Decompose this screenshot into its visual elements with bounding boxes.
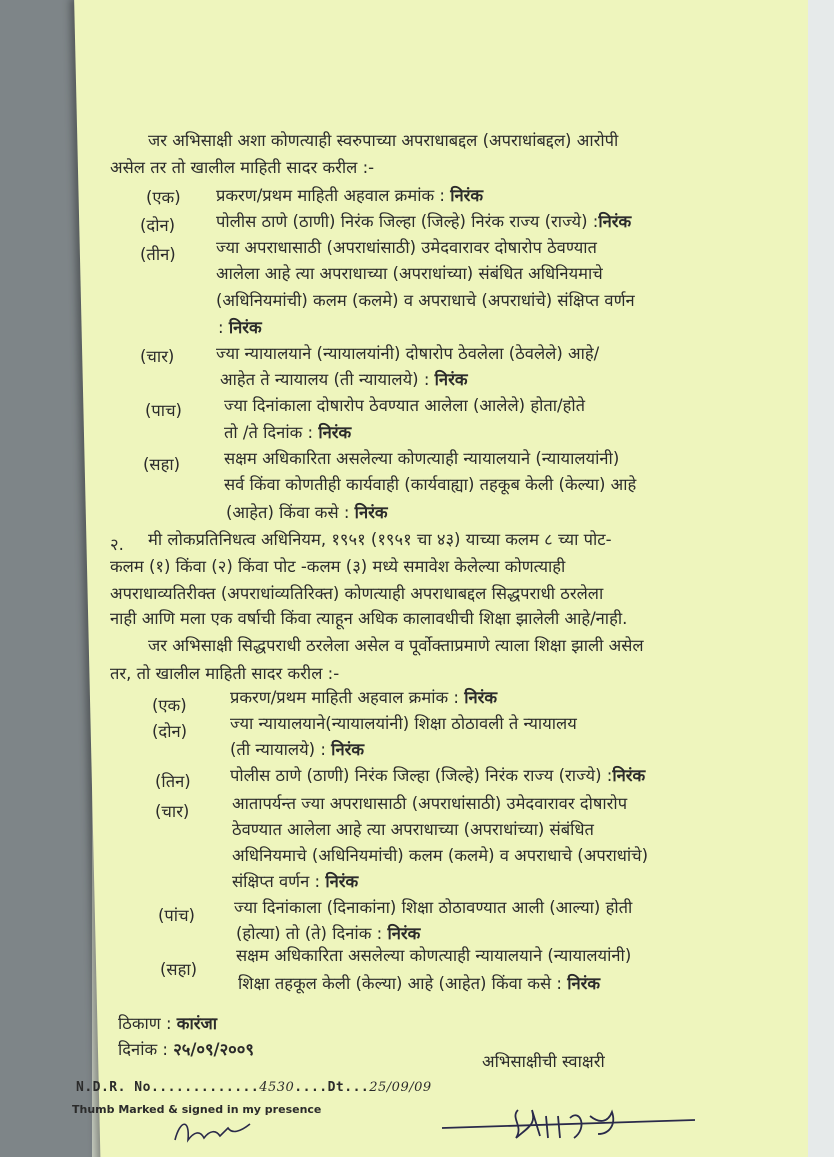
s1-item-3-num: (तीन) <box>140 245 176 264</box>
s1-item-1-num: (एक) <box>146 188 181 207</box>
s1-item-3-line-2: आलेला आहे त्या अपराधाच्या (अपराधांच्या) संबंधित अधिनियमाचे <box>216 264 603 283</box>
s2-item-5-line-2: (होत्या) तो (ते) दिनांक : निरंक <box>236 924 421 943</box>
s2-item-6-num: (सहा) <box>160 960 198 979</box>
s2-item-6-line-1: सक्षम अधिकारिता असलेल्या कोणत्याही न्यायालयाने (न्यायालयांनी) <box>236 946 632 965</box>
s1-item-4-num: (चार) <box>140 347 175 366</box>
registrar-signature <box>170 1110 260 1155</box>
s1-item-6-line-2: सर्व किंवा कोणतीही कार्यवाही (कार्यवाह्या) तहकूब केली (केल्या) आहे <box>224 475 637 494</box>
s1-item-5-line-1: ज्या दिनांकाला दोषारोप ठेवण्यात आलेला (आलेले) होता/होते <box>224 396 586 415</box>
s1-item-3-line-3: (अधिनियमांची) कलम (कलमे) व अपराधाचे (अपराधांचे) संक्षिप्त वर्णन <box>216 291 635 310</box>
s1-item-5-num: (पाच) <box>145 401 182 420</box>
s2-item-2-line-1: ज्या न्यायालयाने(न्यायालयांनी) शिक्षा ठोठावली ते न्यायालय <box>230 714 577 733</box>
para-2-line-1: मी लोकप्रतिनिधत्व अधिनियम, १९५१ (१९५१ चा ४३) याच्या कलम ८ च्या पोट- <box>148 530 612 549</box>
intro-1-line-1: जर अभिसाक्षी अशा कोणत्याही स्वरुपाच्या अपराधाबद्दल (अपराधांबद्दल) आरोपी <box>148 131 619 150</box>
s2-item-2-line-2: (ती न्यायालये) : निरंक <box>230 740 365 759</box>
s2-item-4-line-4: संक्षिप्त वर्णन : निरंक <box>232 872 359 891</box>
s2-item-4-line-2: ठेवण्यात आलेला आहे त्या अपराधाच्या (अपराधांच्या) संबंधित <box>232 820 594 839</box>
paper-edge <box>808 0 834 1157</box>
signature-label: अभिसाक्षीची स्वाक्षरी <box>482 1052 605 1071</box>
s1-item-6-line-3: (आहेत) किंवा कसे : निरंक <box>226 503 388 522</box>
s1-item-3-line-4: : निरंक <box>218 318 262 337</box>
para-2-line-4: नाही आणि मला एक वर्षाची किंवा त्याहून अधिक कालावधीची शिक्षा झालेली आहे/नाही. <box>110 609 628 628</box>
s2-item-2-num: (दोन) <box>152 722 188 741</box>
intro-2-line-2: तर, तो खालील माहिती सादर करील :- <box>110 664 340 683</box>
s1-item-6-line-1: सक्षम अधिकारिता असलेल्या कोणत्याही न्यायालयाने (न्यायालयांनी) <box>224 449 620 468</box>
s2-item-4-line-3: अधिनियमाचे (अधिनियमांची) कलम (कलमे) व अपराधाचे (अपराधांचे) <box>232 846 649 865</box>
s2-item-3-num: (तिन) <box>155 772 191 791</box>
s1-item-2-num: (दोन) <box>140 216 176 235</box>
s1-item-6-num: (सहा) <box>143 455 181 474</box>
intro-1-line-2: असेल तर तो खालील माहिती सादर करील :- <box>110 158 375 177</box>
s2-item-1-num: (एक) <box>152 696 187 715</box>
s1-item-5-line-2: तो /ते दिनांक : निरंक <box>224 423 352 442</box>
date-row: दिनांक : २५/०९/२००९ <box>118 1040 254 1059</box>
s2-item-4-line-1: आतापर्यन्त ज्या अपराधासाठी (अपराधांसाठी) उमेदवारावर दोषारोप <box>232 794 628 813</box>
s2-item-3-text: पोलीस ठाणे (ठाणी) निरंक जिल्हा (जिल्हे) निरंक राज्य (राज्ये) :निरंक <box>230 766 646 785</box>
para-2-line-3: अपराधाव्यतिरीक्त (अपराधांव्यतिरिक्त) कोणत्याही अपराधाबद्दल सिद्धपराधी ठरलेला <box>110 584 604 603</box>
ndr-stamp: N.D.R. No.............4530....Dt...25/09/09 <box>76 1080 432 1095</box>
s1-item-1-text: प्रकरण/प्रथम माहिती अहवाल क्रमांक : निरंक <box>216 186 484 205</box>
s2-item-6-line-2: शिक्षा तहकूल केली (केल्या) आहे (आहेत) किंवा कसे : निरंक <box>238 974 601 993</box>
intro-2-line-1: जर अभिसाक्षी सिद्धपराधी ठरलेला असेल व पूर्वोक्ताप्रमाणे त्याला शिक्षा झाली असेल <box>148 636 644 655</box>
s2-item-1-text: प्रकरण/प्रथम माहिती अहवाल क्रमांक : निरंक <box>230 688 498 707</box>
s1-item-2-text: पोलीस ठाणे (ठाणी) निरंक जिल्हा (जिल्हे) निरंक राज्य (राज्ये) :निरंक <box>216 212 632 231</box>
s1-item-4-line-2: आहेत ते न्यायालय (ती न्यायालये) : निरंक <box>220 370 468 389</box>
s2-item-5-num: (पांच) <box>158 906 195 925</box>
s2-item-5-line-1: ज्या दिनांकाला (दिनाकांना) शिक्षा ठोठावण्यात आली (आल्या) होती <box>234 898 633 917</box>
para-2-num: २. <box>110 535 124 554</box>
s1-item-4-line-1: ज्या न्यायालयाने (न्यायालयांनी) दोषारोप ठेवलेला (ठेवलेले) आहे/ <box>216 344 600 363</box>
s1-item-3-line-1: ज्या अपराधासाठी (अपराधांसाठी) उमेदवारावर दोषारोप ठेवण्यात <box>216 238 597 257</box>
deponent-signature <box>440 1098 700 1153</box>
thumb-note: Thumb Marked & signed in my presence <box>72 1103 322 1116</box>
s2-item-4-num: (चार) <box>155 802 190 821</box>
para-2-line-2: कलम (१) किंवा (२) किंवा पोट -कलम (३) मध्ये समावेश केलेल्या कोणत्याही <box>110 557 566 576</box>
place-row: ठिकाण : कारंजा <box>118 1014 218 1033</box>
